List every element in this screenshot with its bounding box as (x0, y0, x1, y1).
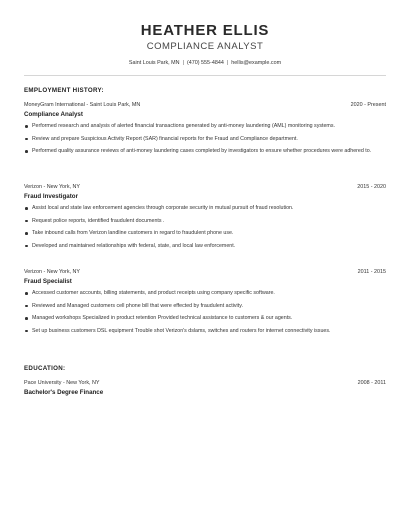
employment-heading: EMPLOYMENT HISTORY: (24, 87, 104, 94)
job-entry (24, 184, 386, 255)
job-bullets (24, 205, 386, 250)
job-bullet: Assist local and state law enforcement agencies through corporate security in mutual pursuit of fraud resolution. (24, 205, 386, 212)
job-meta (24, 102, 386, 110)
job-bullet: Managed workshops Specialized in product retention Provided technical assistance to customers & our agents. (24, 315, 386, 322)
contact-separator: | (226, 60, 229, 66)
job-bullet: Review and prepare Suspicious Activity Report (SAR) financial reports for the Fraud and Compliance department. (24, 136, 386, 143)
job-dates: 2020 - Present (350, 102, 386, 108)
job-dates: 2011 - 2015 (357, 269, 386, 275)
contact-location: Saint Louis Park, MN (128, 60, 180, 66)
job-bullets (24, 290, 386, 335)
job-employer: Verizon - New York, NY (24, 184, 81, 190)
job-bullet: Reviewed and Managed customers cell phone bill that were effected by fraudulent activity. (24, 303, 386, 310)
header-divider (24, 75, 386, 76)
job-bullets (24, 123, 386, 155)
education-degree: Bachelor's Degree Finance (24, 389, 104, 396)
candidate-name: HEATHER ELLIS (140, 22, 270, 39)
job-meta (24, 184, 386, 192)
job-employer: Verizon - New York, NY (24, 269, 81, 275)
contact-email: hellis@example.com (231, 60, 282, 66)
education-school: Pace University - New York, NY (24, 380, 100, 386)
education-dates: 2008 - 2011 (357, 380, 386, 386)
job-entry (24, 102, 386, 161)
contact-separator: | (182, 60, 184, 66)
job-entry (24, 269, 386, 340)
job-title: Fraud Specialist (24, 278, 72, 285)
contact-line (0, 60, 410, 66)
education-entry (24, 380, 386, 401)
job-bullet: Performed research and analysis of alerted financial transactions generated by anti-money laundering (AML) monitoring systems. (24, 123, 386, 130)
job-bullet: Performed quality assurance reviews of anti-money laundering cases completed by investigators to ensure whether procedures were adhered to. (24, 148, 386, 155)
job-headline: COMPLIANCE ANALYST (146, 41, 264, 52)
education-heading: EDUCATION: (24, 365, 66, 372)
job-bullet: Developed and maintained relationships with federal, state, and local law enforcement. (24, 243, 386, 250)
job-bullet: Accessed customer accounts, billing statements, and product receipts using company specific software. (24, 290, 386, 297)
job-meta (24, 269, 386, 277)
contact-phone: (470) 555-4844 (186, 60, 224, 66)
job-bullet: Take inbound calls from Verizon landline customers in regard to fraudulent phone use. (24, 230, 386, 237)
job-title: Fraud Investigator (24, 193, 78, 200)
job-employer: MoneyGram International - Saint Louis Park, MN (24, 102, 141, 108)
job-title: Compliance Analyst (24, 111, 83, 118)
job-dates: 2015 - 2020 (357, 184, 386, 190)
job-bullet: Set up business customers DSL equipment Trouble shot Verizon's dslams, switches and routers for internet connectivity issues. (24, 328, 386, 335)
education-meta (24, 380, 386, 388)
job-bullet: Request police reports, identified fraudulent documents . (24, 218, 386, 225)
